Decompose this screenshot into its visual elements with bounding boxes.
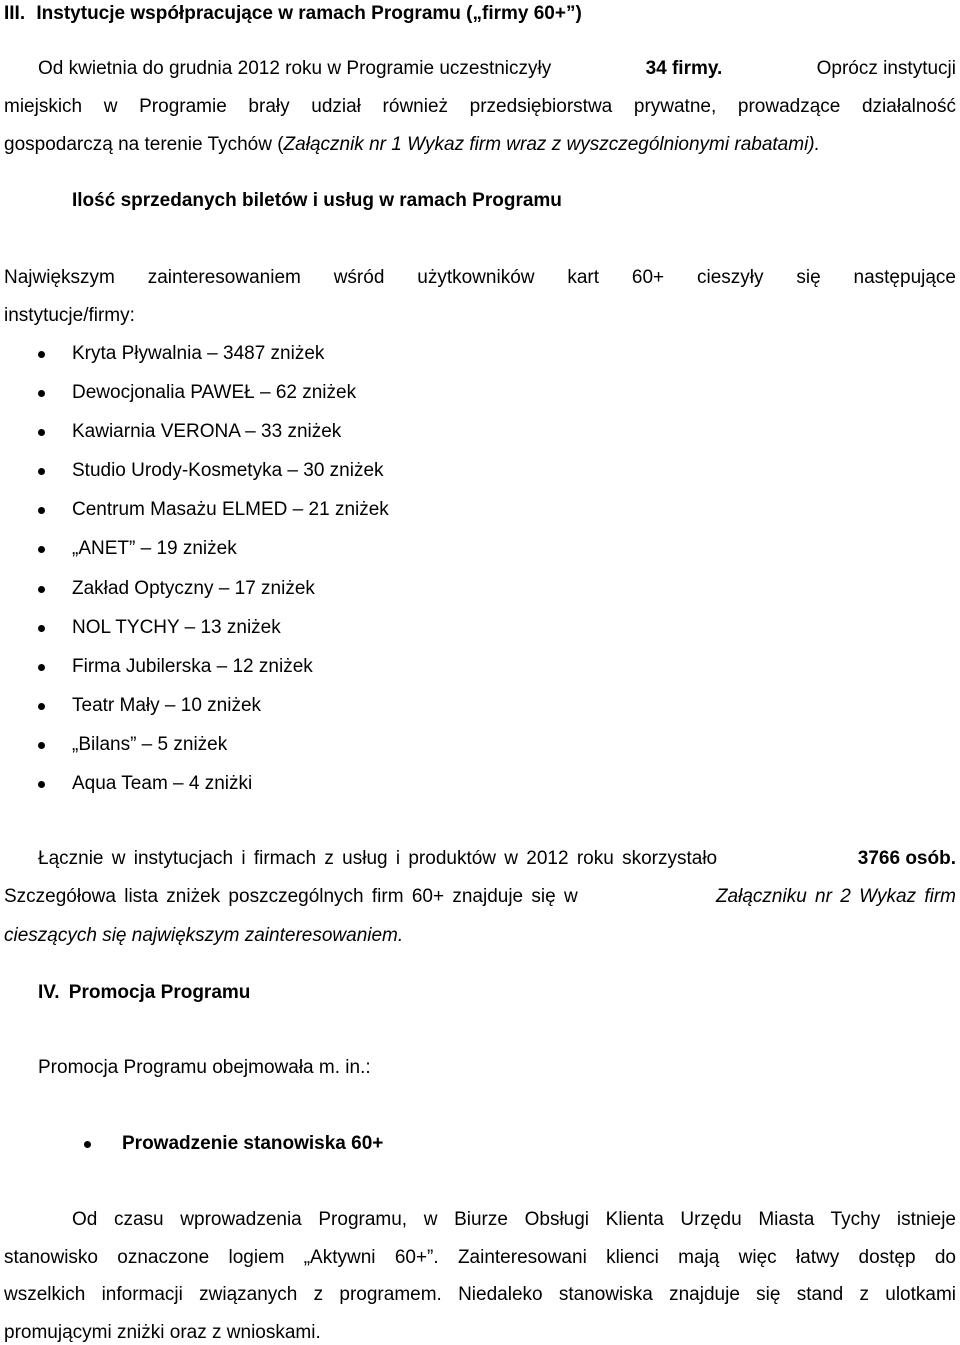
bullet-icon [84, 1141, 91, 1148]
section-4-heading [38, 983, 250, 1002]
bullet-icon [38, 586, 45, 593]
bullet-icon [38, 664, 45, 671]
promotion-paragraph-line-1: Od czasu wprowadzenia Programu, w Biurze Obsługi Klienta Urzędu Miasta Tychy istnieje [72, 1209, 956, 1230]
paragraph-1-line-3-text: gospodarczą na terenie Tychów ( [4, 134, 284, 155]
section-4-title: Promocja Programu [68, 982, 251, 1003]
bullet-icon [38, 507, 45, 514]
section-3-title: Instytucje współpracujące w ramach Programu („firmy 60+”) [36, 3, 582, 24]
paragraph-2-line-2: instytucje/firmy: [4, 305, 135, 326]
firm-count: 34 firmy. [645, 58, 723, 79]
section-3-number: III. [4, 3, 26, 24]
paragraph-3-text: Łącznie w instytucjach i firmach z usług i produktów w 2012 roku skorzystało [38, 848, 718, 869]
promotion-bullet-text: Prowadzenie stanowiska 60+ [122, 1133, 384, 1154]
paragraph-1-line-1 [38, 59, 956, 78]
promotion-intro: Promocja Programu obejmowała m. in.: [38, 1057, 371, 1078]
paragraph-1-text-a: Od kwietnia do grudnia 2012 roku w Programie uczestniczyły [38, 58, 552, 79]
promotion-paragraph-line-2: stanowisko oznaczone logiem „Aktywni 60+”. Zainteresowani klienci mają więc łatwy dostęp do [4, 1247, 956, 1268]
bullet-icon [38, 742, 45, 749]
section-4-number: IV. [38, 982, 60, 1003]
bullet-icon [38, 703, 45, 710]
paragraph-3-line-2-text: Szczegółowa lista zniżek poszczególnych firm 60+ znajduje się w [4, 886, 578, 907]
paragraph-3-line-2 [4, 887, 956, 906]
promotion-paragraph-line-4: promującymi zniżki oraz z wnioskami. [4, 1322, 321, 1343]
paragraph-1-line-2: miejskich w Programie brały udział również przedsiębiorstwa prywatne, prowadzące działalność [4, 96, 956, 117]
bullet-icon [38, 468, 45, 475]
total-persons: 3766 osób. [857, 848, 956, 869]
paragraph-1-line-3 [4, 135, 820, 154]
attachment-2-reference: Załączniku nr 2 Wykaz firm [715, 886, 956, 907]
paragraph-3-line-1 [38, 849, 956, 868]
section-3-heading [4, 4, 582, 23]
bullet-icon [38, 781, 45, 788]
promotion-paragraph-line-3: wszelkich informacji związanych z programem. Niedaleko stanowiska znajduje się stand z ulotkami [4, 1284, 956, 1305]
attachment-1-reference: Załącznik nr 1 Wykaz firm wraz z wyszczególnionymi rabatami). [283, 134, 820, 155]
sales-subheading: Ilość sprzedanych biletów i usług w ramach Programu [72, 190, 562, 211]
bullet-icon [38, 351, 45, 358]
paragraph-1-text-c: Oprócz instytucji [816, 58, 956, 79]
bullet-icon [38, 390, 45, 397]
paragraph-2-line-1: Największym zainteresowaniem wśród użytkowników kart 60+ cieszyły się następujące [4, 267, 956, 288]
paragraph-3-line-3: cieszących się największym zainteresowaniem. [4, 925, 404, 946]
bullet-icon [38, 546, 45, 553]
bullet-icon [38, 429, 45, 436]
bullet-icon [38, 625, 45, 632]
